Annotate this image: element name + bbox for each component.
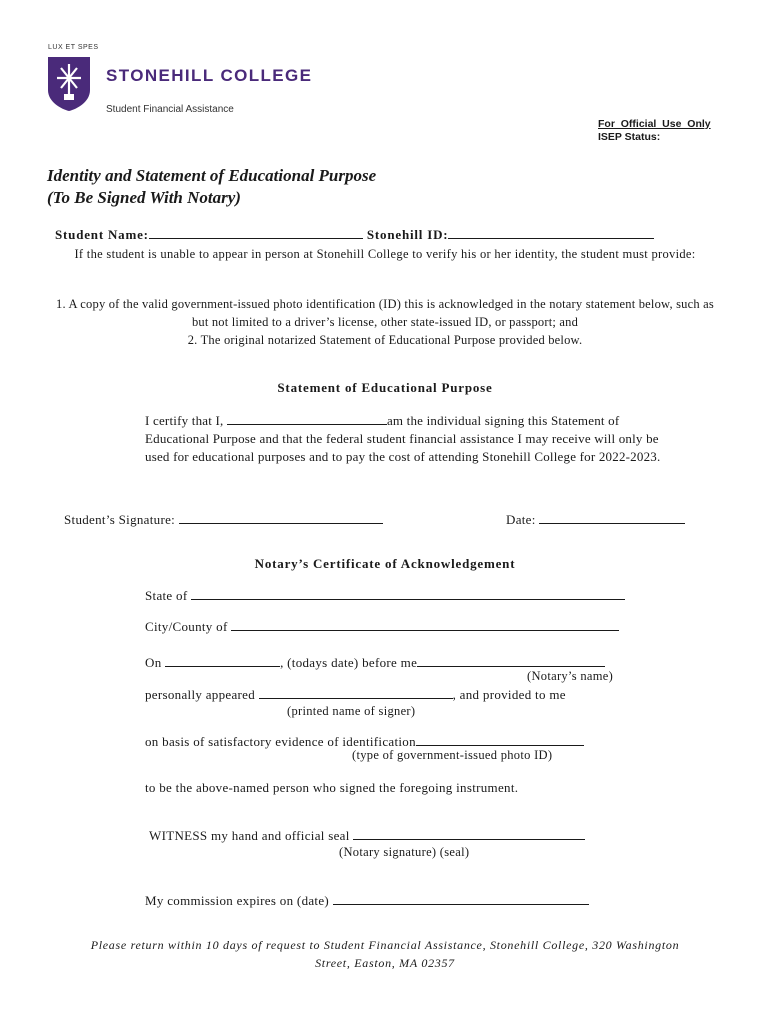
commission-date-field[interactable] xyxy=(333,892,589,905)
personally-appeared-line xyxy=(145,686,566,703)
commission-line xyxy=(145,892,589,909)
signature-label: Student’s Signature: xyxy=(64,512,176,527)
form-title-line2: (To Be Signed With Notary) xyxy=(47,188,241,207)
city-county-field[interactable] xyxy=(231,618,619,631)
notary-signature-caption: (Notary signature) (seal) xyxy=(339,845,470,859)
student-signature-field[interactable] xyxy=(179,511,383,524)
witness-label: WITNESS my hand and official seal xyxy=(149,828,350,843)
certify-suffix: am the individual signing this xyxy=(386,413,548,428)
commission-label: My commission expires on (date) xyxy=(145,893,330,908)
college-name: STONEHILL COLLEGE xyxy=(106,66,313,85)
provided-label: , and provided to me xyxy=(452,687,566,702)
student-info-line xyxy=(55,226,654,243)
student-signature-line xyxy=(64,511,383,528)
state-line xyxy=(145,587,625,604)
certify-prefix: I certify that I, xyxy=(145,413,224,428)
id-type-field[interactable] xyxy=(416,733,584,746)
stonehill-id-field[interactable] xyxy=(448,226,654,239)
list-item: 2. The original notarized Statement of Educational Purpose provided below. xyxy=(187,333,583,347)
stonehill-id-label: Stonehill ID: xyxy=(366,227,449,242)
date-label: Date: xyxy=(506,512,536,527)
date-line xyxy=(506,511,685,528)
footer-line1: Please return within 10 days of request to Student Financial Assistance, Stonehill College, 320 Washington xyxy=(90,938,680,952)
state-field[interactable] xyxy=(191,587,625,600)
official-use-label: For_Official_Use_Only xyxy=(598,118,711,130)
requirements-list xyxy=(55,295,715,349)
student-name-label: Student Name: xyxy=(55,227,149,242)
student-name-field[interactable] xyxy=(149,226,363,239)
state-label: State of xyxy=(145,588,188,603)
footer-line2: Street, Easton, MA 02357 xyxy=(315,956,455,970)
city-county-line xyxy=(145,618,619,635)
notary-name-field[interactable] xyxy=(417,654,605,667)
college-shield-logo xyxy=(47,56,91,112)
form-title xyxy=(47,165,376,209)
appeared-label: personally appeared xyxy=(145,687,256,702)
witness-line xyxy=(149,827,585,844)
date-field[interactable] xyxy=(539,511,685,524)
certify-name-field[interactable] xyxy=(227,412,387,425)
signer-name-field[interactable] xyxy=(259,686,453,699)
notary-name-caption: (Notary’s name) xyxy=(527,669,614,683)
city-county-label: City/County of xyxy=(145,619,228,634)
basis-label: on basis of satisfactory evidence of identification xyxy=(145,734,416,749)
official-use-box xyxy=(598,118,711,144)
above-named-text: to be the above-named person who signed the foregoing instrument. xyxy=(145,780,519,795)
isep-status-label: ISEP Status: xyxy=(598,131,661,143)
list-item: 1. A copy of the valid government-issued photo identification (ID) this is acknowledged in the notary statement below, such as but not limited to a driver’s license, other state-issued ID, or passport; and xyxy=(56,297,714,329)
on-date-field[interactable] xyxy=(165,654,280,667)
notary-heading: Notary’s Certificate of Acknowledgement xyxy=(254,556,516,571)
certify-statement xyxy=(145,412,665,466)
intro-text: If the student is unable to appear in person at Stonehill College to verify his or her identity, the student must provide: xyxy=(74,247,696,261)
todays-date-label: , (todays date) before me xyxy=(280,655,418,670)
on-label: On xyxy=(145,655,162,670)
notary-signature-field[interactable] xyxy=(353,827,585,840)
id-type-caption: (type of government-issued photo ID) xyxy=(352,748,553,762)
certify-rest: Statement of Educational Purpose and that the federal student financial assistance I may receive will only be used for educational purposes and to pay the cost of attending Stonehill College for 2022-2023. xyxy=(145,413,661,464)
return-instructions xyxy=(40,936,730,972)
form-title-line1: Identity and Statement of Educational Purpose xyxy=(47,166,377,185)
department-name: Student Financial Assistance xyxy=(106,104,234,115)
printed-name-caption: (printed name of signer) xyxy=(287,704,416,718)
college-motto: LUX ET SPES xyxy=(48,44,99,51)
statement-heading: Statement of Educational Purpose xyxy=(277,380,493,395)
